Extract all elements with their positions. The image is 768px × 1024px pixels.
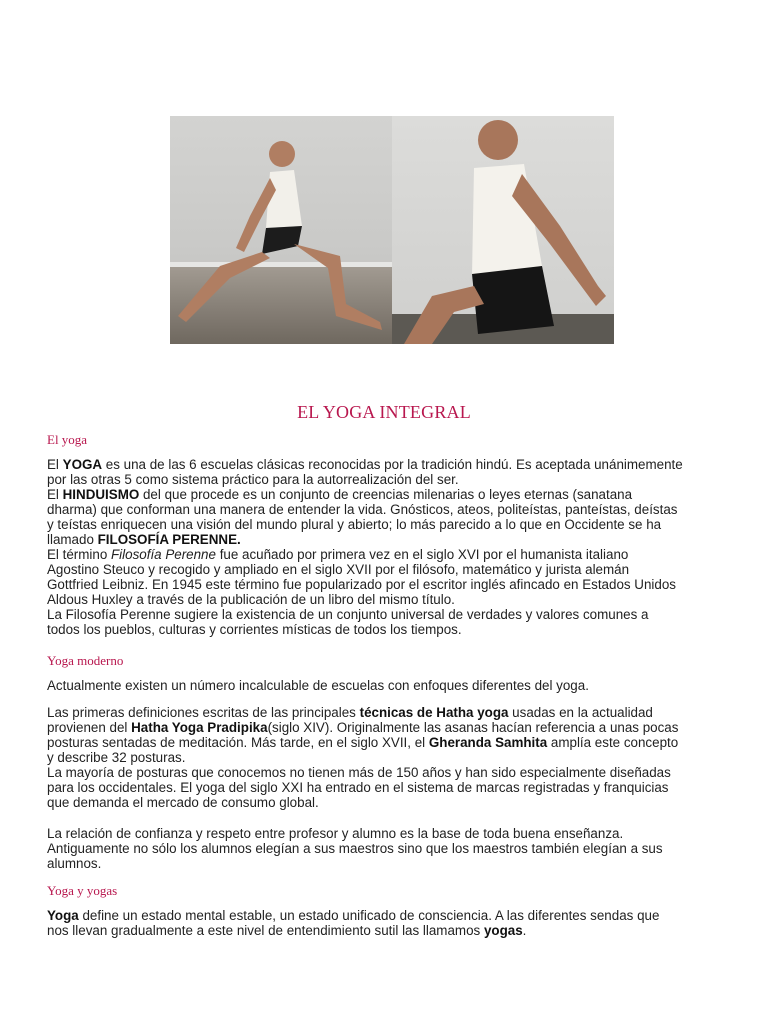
text-run: que demanda el mercado de consumo global.: [47, 795, 319, 810]
text-run: Antiguamente no sólo los alumnos elegían a sus maestros sino que los maestros también elegían a sus: [47, 841, 663, 856]
text-run: usadas en la actualidad: [508, 705, 653, 720]
text-run: Actualmente existen un número incalculable de escuelas con enfoques diferentes del yoga.: [47, 678, 589, 693]
text-line: [47, 923, 737, 938]
text-line: [47, 856, 737, 871]
text-run: y describe 32 posturas.: [47, 750, 186, 765]
text-run: La Filosofía Perenne sugiere la existencia de un conjunto universal de verdades y valores comunes a: [47, 607, 649, 622]
text-run: El término: [47, 547, 111, 562]
text-line: [47, 795, 737, 810]
text-run: provienen del: [47, 720, 132, 735]
bold-term: HINDUISMO: [62, 487, 140, 502]
bold-term: Gheranda Samhita: [428, 735, 548, 750]
text-line: [47, 562, 737, 577]
text-line: [47, 517, 737, 532]
paragraph-yoga-moderno-2: [47, 705, 737, 810]
bold-term: técnicas de Hatha yoga: [359, 705, 509, 720]
page-title: EL YOGA INTEGRAL: [297, 402, 471, 422]
text-run: Gottfried Leibniz. En 1945 este término fue popularizado por el escritor inglés afincado en Estados Unidos: [47, 577, 676, 592]
text-run: por las otras 5 como sistema práctico para la autorrealización del ser.: [47, 472, 459, 487]
paragraph-yoga-y-yogas: [47, 908, 737, 938]
italic-term: Filosofía Perenne: [111, 547, 216, 562]
text-run: .: [522, 923, 527, 938]
text-run: Las primeras definiciones escritas de las principales: [47, 705, 360, 720]
text-run: La relación de confianza y respeto entre profesor y alumno es la base de toda buena enseñanza.: [47, 826, 624, 841]
text-line: [47, 577, 737, 592]
text-line: [47, 678, 737, 693]
text-line: [47, 735, 737, 750]
text-line: [47, 841, 737, 856]
text-run: dharma) que conforman una manera de entender la vida. Gnósticos, ateos, politeístas, panteístas, deístas: [47, 502, 678, 517]
text-line: [47, 705, 737, 720]
text-line: [47, 765, 737, 780]
text-run: La mayoría de posturas que conocemos no tienen más de 150 años y han sido especialmente diseñadas: [47, 765, 671, 780]
text-run: del que procede es un conjunto de creencias milenarias o leyes eternas (sanatana: [139, 487, 633, 502]
text-run: Aldous Huxley a través de la publicación de un libro del mismo título.: [47, 592, 455, 607]
text-line: [47, 457, 737, 472]
text-run: posturas sentadas de meditación. Más tarde, en el siglo XVII, el: [47, 735, 429, 750]
text-line: [47, 472, 737, 487]
text-line: [47, 780, 737, 795]
text-run: fue acuñado por primera vez en el siglo XVI por el humanista italiano: [215, 547, 629, 562]
text-run: alumnos.: [47, 856, 102, 871]
text-line: [47, 720, 737, 735]
text-run: nos llevan gradualmente a este nivel de entendimiento sutil las llamamos: [47, 923, 484, 938]
text-run: amplía este concepto: [547, 735, 679, 750]
text-line: [47, 622, 737, 637]
section-heading-el-yoga: El yoga: [47, 432, 88, 447]
bold-term: Hatha Yoga Pradipika: [131, 720, 268, 735]
text-run: y teístas enriquecen una visión del mundo plural y abierto; lo más parecido a lo que en Occidente se ha: [47, 517, 662, 532]
text-line: [47, 592, 737, 607]
paragraph-el-yoga: [47, 457, 737, 637]
text-run: es una de las 6 escuelas clásicas reconocidas por la tradición hindú. Es aceptada unánimemente: [102, 457, 683, 472]
paragraph-yoga-moderno-1: [47, 678, 737, 693]
paragraph-yoga-moderno-3: [47, 826, 737, 871]
text-run: todos los pueblos, culturas y corrientes místicas de todos los tiempos.: [47, 622, 462, 637]
yoga-photo-right: [392, 116, 614, 344]
bold-term: YOGA: [62, 457, 103, 472]
text-run: para los occidentales. El yoga del siglo XXI ha entrado en el sistema de marcas registradas y franquicias: [47, 780, 669, 795]
text-run: define un estado mental estable, un estado unificado de consciencia. A las diferentes sendas que: [78, 908, 660, 923]
text-line: [47, 908, 737, 923]
text-run: Agostino Steuco y recogido y ampliado en el siglo XVII por el filósofo, matemático y jurista alemán: [47, 562, 630, 577]
text-line: [47, 502, 737, 517]
bold-term: FILOSOFÍA PERENNE.: [97, 532, 241, 547]
text-line: [47, 750, 737, 765]
text-line: [47, 487, 737, 502]
yoga-photo-left: [170, 116, 392, 344]
bold-term: yogas: [483, 923, 523, 938]
section-heading-yoga-y-yogas: Yoga y yogas: [47, 883, 118, 898]
text-run: llamado: [47, 532, 98, 547]
text-line: [47, 532, 737, 547]
text-run: (siglo XIV). Originalmente las asanas hacían referencia a unas pocas: [267, 720, 679, 735]
text-line: [47, 826, 737, 841]
text-line: [47, 607, 737, 622]
text-run: El: [47, 487, 63, 502]
text-line: [47, 547, 737, 562]
bold-term: Yoga: [47, 908, 79, 923]
text-run: El: [47, 457, 63, 472]
section-heading-yoga-moderno: Yoga moderno: [47, 653, 124, 668]
yoga-photo: [170, 116, 614, 344]
